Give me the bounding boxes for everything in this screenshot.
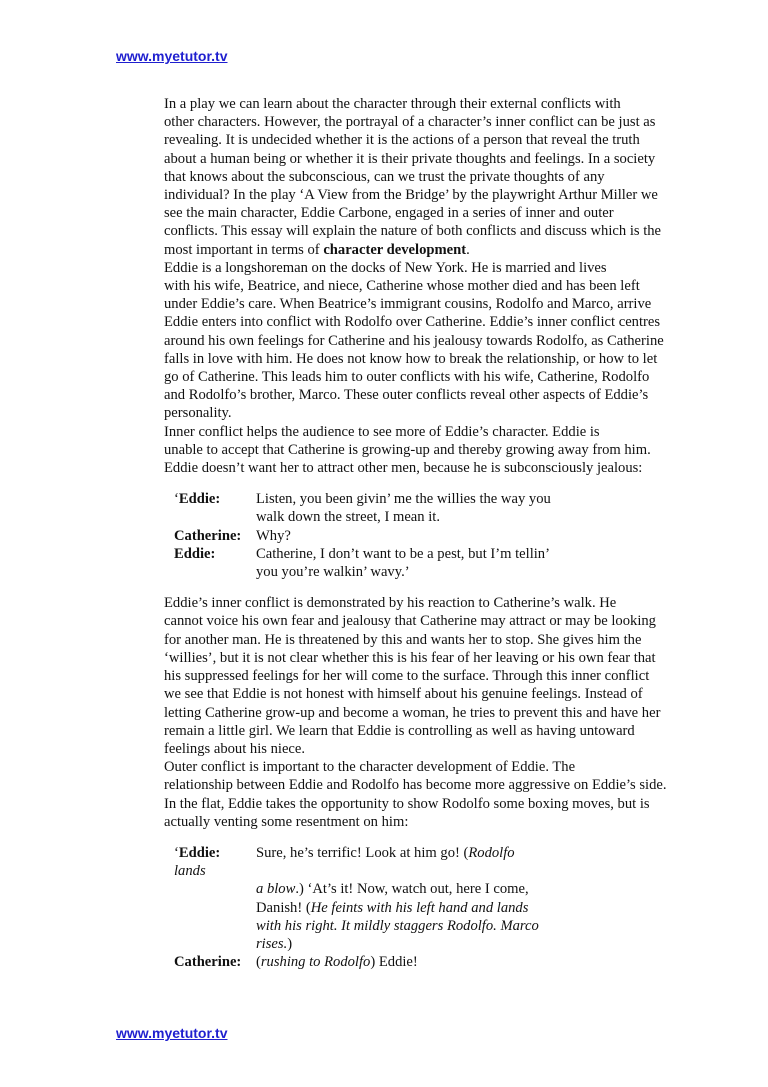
text-line: conflicts. This essay will explain the nature of both conflicts and discuss which is the [164, 223, 662, 240]
text-line: Eddie enters into conflict with Rodolfo over Catherine. Eddie’s inner conflict centres [164, 314, 661, 331]
text-line: Listen, you been givin’ me the willies the way you [256, 491, 551, 508]
text-line: feelings about his niece. [164, 740, 306, 757]
quotation-block-2 [174, 844, 652, 971]
text-line [256, 953, 652, 971]
text-line: and Rodolfo’s brother, Marco. These outer conflicts reveal other aspects of Eddie’s [164, 387, 649, 404]
text-line: around his own feelings for Catherine and his jealousy towards Rodolfo, as Catherine [164, 332, 664, 349]
text-line: personality. [164, 405, 232, 422]
quote-text [256, 545, 652, 581]
text-line: ‘willies’, but it is not clear whether this is his fear of her leaving or his own fear that [164, 649, 656, 666]
text-line: unable to accept that Catherine is growing-up and thereby growing away from him. [164, 441, 651, 458]
quote-continuation [174, 862, 652, 880]
text-fragment: ) [287, 935, 293, 952]
paragraph-outer-conflict [116, 758, 667, 831]
text-line: cannot voice his own fear and jealousy that Catherine may attract or may be looking [164, 613, 656, 630]
text-line [256, 880, 652, 898]
stage-direction: He feints with his left hand and lands [310, 899, 529, 916]
quote-row [174, 527, 652, 545]
quote-row [174, 545, 652, 581]
text-line: Eddie doesn’t want her to attract other men, because he is subconsciously jealous: [164, 460, 643, 477]
text-line [256, 899, 652, 917]
text-line: In a play we can learn about the character through their external conflicts with [164, 96, 621, 112]
speaker-label [174, 527, 256, 545]
text-line: actually venting some resentment on him: [164, 813, 409, 830]
paragraph-inner-conflict [116, 423, 652, 478]
speaker-name: Eddie: [174, 545, 216, 562]
text-line: his suppressed feelings for her will come to the surface. Through this inner conflict [164, 668, 650, 685]
bold-phrase: character development [323, 241, 467, 258]
header-site-link[interactable]: www.myetutor.tv [116, 48, 228, 64]
speaker-name: Catherine: [174, 954, 242, 971]
text-line [174, 862, 652, 880]
text-line: falls in love with him. He does not know how to break the relationship, or how to let [164, 350, 658, 367]
text-line: we see that Eddie is not honest with himself about his genuine feelings. Instead of [164, 686, 643, 703]
text-line [116, 241, 652, 259]
stage-direction: rushing to Rodolfo [260, 954, 371, 971]
text-line: other characters. However, the portrayal of a character’s inner conflict can be just as [164, 114, 656, 131]
paragraph-intro [116, 95, 662, 259]
text-line: under Eddie’s care. When Beatrice’s immigrant cousins, Rodolfo and Marco, arrive [164, 296, 652, 313]
stage-direction: with his right. It mildly staggers Rodolfo. Marco [256, 917, 539, 934]
quote-mark: ‘ [174, 491, 179, 508]
stage-direction: rises. [256, 935, 288, 952]
text-fragment: Sure, he’s terrific! Look at him go! ( [256, 844, 469, 861]
speaker-name: Catherine: [174, 527, 242, 544]
stage-direction: Rodolfo [468, 844, 515, 861]
speaker-label [174, 953, 256, 971]
speaker-label [174, 490, 256, 526]
text-fragment: most important in terms of [164, 241, 324, 258]
footer-site-link[interactable]: www.myetutor.tv [116, 1025, 228, 1041]
paragraph-analysis [116, 594, 661, 758]
text-line: revealing. It is undecided whether it is the actions of a person that reveal the truth [164, 132, 640, 149]
text-line [256, 844, 652, 862]
quote-row [174, 844, 652, 862]
text-line: Why? [256, 527, 291, 544]
text-line: relationship between Eddie and Rodolfo has become more aggressive on Eddie’s side. [164, 777, 667, 794]
text-fragment: . [466, 241, 470, 258]
speaker-name: Eddie: [178, 844, 221, 861]
text-fragment: ) Eddie! [370, 954, 418, 971]
quote-row [174, 490, 652, 526]
text-line: Inner conflict helps the audience to see more of Eddie’s character. Eddie is [164, 423, 600, 440]
quote-text [256, 844, 652, 862]
quote-text [256, 490, 652, 526]
quote-mark: ‘ [174, 844, 179, 861]
text-fragment: .) ‘At’s it! Now, watch out, here I come, [295, 881, 529, 898]
text-line: remain a little girl. We learn that Eddie is controlling as well as having untoward [164, 722, 635, 739]
paragraph-background [116, 259, 664, 423]
text-line: walk down the street, I mean it. [256, 509, 440, 526]
text-line: In the flat, Eddie takes the opportunity to show Rodolfo some boxing moves, but is [164, 795, 650, 812]
text-line: Outer conflict is important to the character development of Eddie. The [164, 759, 576, 776]
speaker-label [174, 545, 256, 581]
text-line: individual? In the play ‘A View from the Bridge’ by the playwright Arthur Miller we [164, 187, 658, 204]
text-line: letting Catherine grow-up and become a woman, he tries to prevent this and have her [164, 704, 661, 721]
quote-text [256, 527, 652, 545]
quote-text [256, 953, 652, 971]
text-line: that knows about the subconscious, can we trust the private thoughts of any [164, 168, 605, 185]
speaker-label [174, 844, 256, 862]
text-line: Eddie is a longshoreman on the docks of New York. He is married and lives [164, 259, 607, 276]
text-fragment: ( [256, 954, 261, 971]
text-line: for another man. He is threatened by this and wants her to stop. She gives him the [164, 631, 642, 648]
quote-row [174, 953, 652, 971]
text-line: Eddie’s inner conflict is demonstrated by his reaction to Catherine’s walk. He [164, 595, 617, 612]
text-line: with his wife, Beatrice, and niece, Catherine whose mother died and has been left [164, 278, 640, 295]
text-line: see the main character, Eddie Carbone, engaged in a series of inner and outer [164, 205, 614, 222]
quote-continuation [174, 880, 652, 953]
text-fragment: Danish! ( [256, 899, 311, 916]
text-line [256, 935, 652, 953]
text-line: go of Catherine. This leads him to outer conflicts with his wife, Catherine, Rodolfo [164, 369, 650, 386]
quotation-block-1 [174, 490, 652, 581]
stage-direction: a blow [256, 881, 296, 898]
speaker-name: Eddie: [178, 491, 221, 508]
text-line: Catherine, I don’t want to be a pest, but I’m tellin’ [256, 545, 550, 562]
stage-direction: lands [174, 863, 206, 880]
text-line [256, 917, 652, 935]
text-line: about a human being or whether it is their private thoughts and feelings. In a society [164, 150, 656, 167]
text-line: you you’re walkin’ wavy.’ [256, 564, 410, 581]
essay-body [116, 95, 667, 984]
